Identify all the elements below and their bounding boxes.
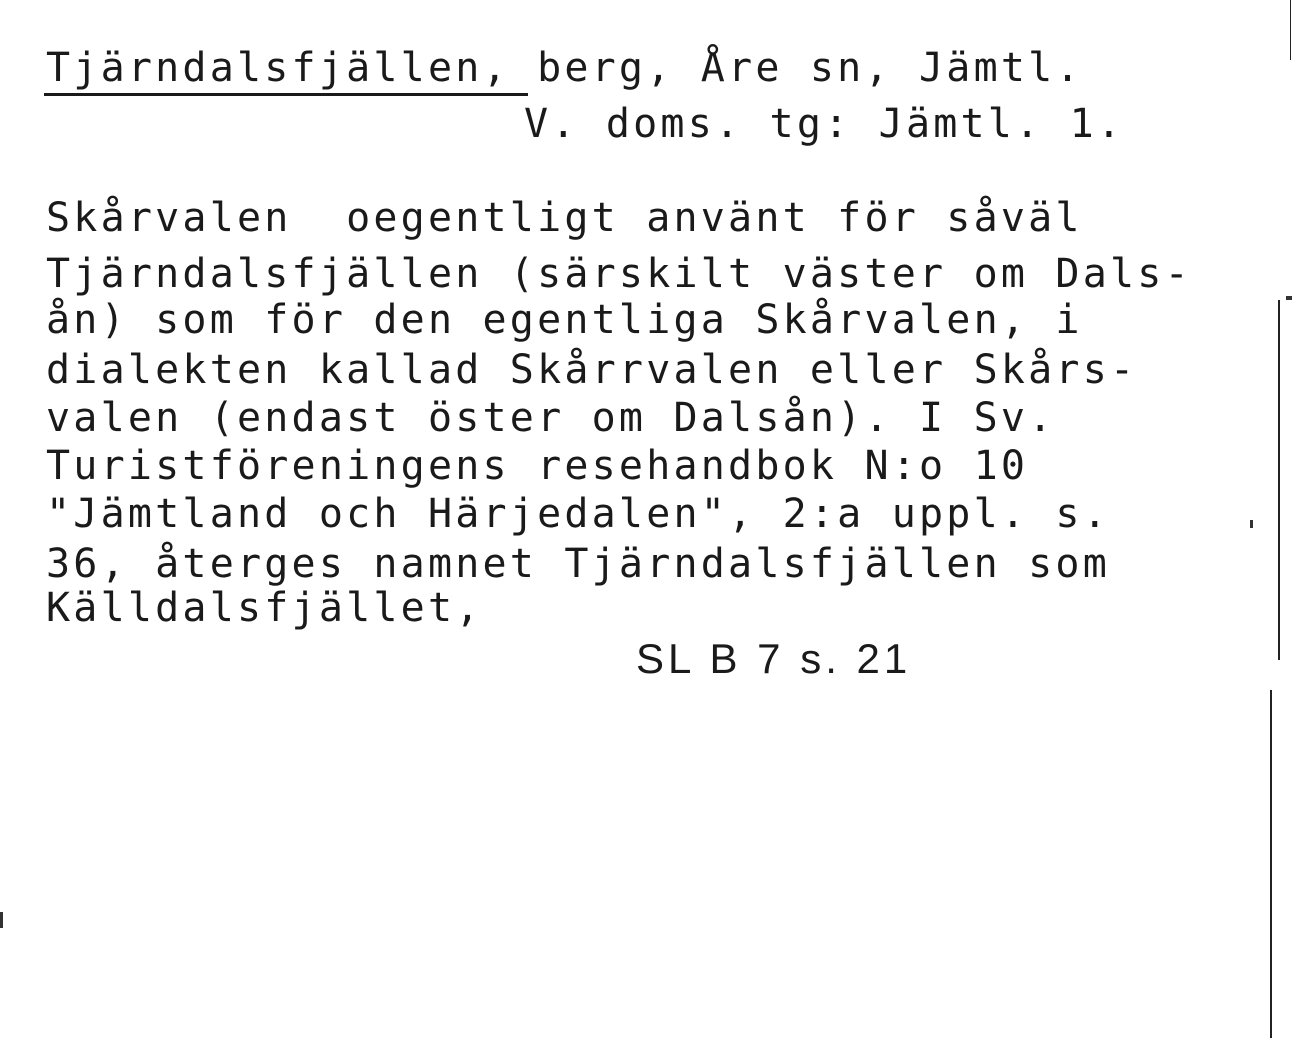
header-details: , berg, Åre sn, Jämtl.	[482, 45, 1083, 91]
scan-edge-line	[1278, 300, 1280, 660]
card-header-line-1	[46, 46, 1083, 90]
body-line: Källdalsfjället,	[46, 585, 483, 631]
body-line: 36, återges namnet Tjärndalsfjällen som	[46, 541, 1110, 587]
scan-speck	[1286, 296, 1292, 300]
card-header-line-2: V. doms. tg: Jämtl. 1.	[524, 101, 1125, 147]
scan-edge-line	[1270, 690, 1272, 1038]
body-line: Skårvalen oegentligt använt för såväl	[46, 195, 1083, 241]
scan-edge-line	[1290, 0, 1291, 60]
headword-underline	[44, 93, 528, 96]
body-line: Tjärndalsfjällen (särskilt väster om Dals-	[46, 251, 1192, 297]
body-line: valen (endast öster om Dalsån). I Sv.	[46, 395, 1056, 441]
scan-speck	[1250, 520, 1253, 528]
body-line: dialekten kallad Skårrvalen eller Skårs-	[46, 347, 1138, 393]
headword: Tjärndalsfjällen	[46, 45, 483, 91]
body-line: ån) som för den egentliga Skårvalen, i	[46, 297, 1083, 343]
body-line: "Jämtland och Härjedalen", 2:a uppl. s.	[46, 491, 1110, 537]
scan-speck	[0, 912, 3, 928]
source-reference: SL B 7 s. 21	[636, 635, 912, 682]
body-line: Turistföreningens resehandbok N:o 10	[46, 443, 1029, 489]
